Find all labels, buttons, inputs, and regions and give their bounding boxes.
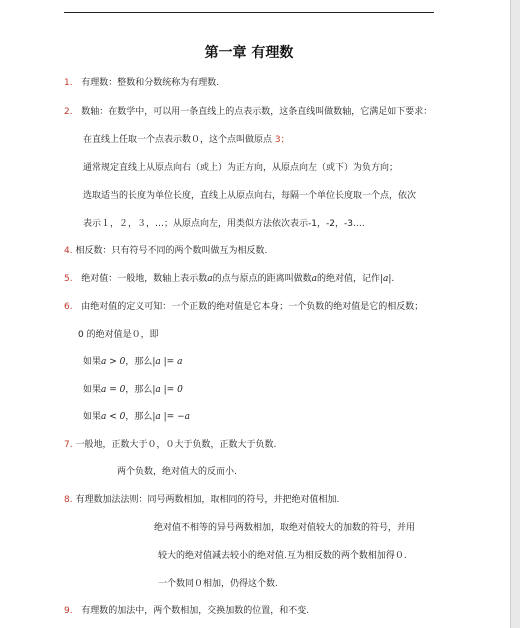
item-text: 由绝对值的定义可知：一个正数的绝对值是它本身；一个负数的绝对值是它的相反数； (81, 302, 424, 312)
case-negative (83, 411, 190, 423)
result: |a |= −a (152, 412, 190, 422)
condition: a = 0 (101, 385, 126, 395)
item-6 (64, 301, 423, 313)
item-2 (64, 106, 432, 118)
abs-notation: |a| (379, 274, 392, 284)
item-number: 8. (64, 495, 73, 505)
case-positive (83, 356, 182, 368)
item-text: 如果 (83, 412, 102, 422)
item-2-line-2 (83, 134, 290, 146)
item-5 (64, 273, 394, 285)
item-text: 的绝对值，记作 (316, 274, 380, 284)
page-title: 第一章 有理数 (204, 45, 294, 61)
item-text: . (391, 274, 395, 284)
item-4 (64, 245, 267, 257)
item-number: 5. (64, 274, 73, 284)
item-text: 有理数：整数和分数统称为有理数. (81, 78, 220, 88)
item-number: 6. (64, 302, 73, 312)
item-2-line-5: 表示１，２，３，…；从原点向左，用类似方法依次表示-1，-2，-3…. (83, 219, 365, 229)
item-1 (64, 77, 219, 89)
condition: a < 0 (101, 412, 126, 422)
variable-a: a (311, 274, 317, 284)
red-mark: 3； (274, 135, 290, 145)
item-number: 2. (64, 107, 73, 117)
item-8 (64, 494, 339, 506)
item-text: 有理数加法法则：同号两数相加，取相同的符号，并把绝对值相加. (75, 495, 340, 505)
item-text: ，那么 (125, 412, 153, 422)
item-number: 7. (64, 440, 73, 450)
item-text: 如果 (83, 357, 102, 367)
item-number: 9. (64, 606, 73, 616)
item-number: 1. (64, 78, 73, 88)
condition: a > 0 (101, 357, 126, 367)
item-text: 数轴：在数学中，可以用一条直线上的点表示数，这条直线叫做数轴，它满足如下要求： (81, 107, 433, 117)
item-text: 相反数：只有符号不同的两个数叫做互为相反数. (75, 246, 268, 256)
variable-a: a (207, 274, 213, 284)
item-2-line-4: 选取适当的长度为单位长度，直线上从原点向右，每隔一个单位长度取一个点，依次 (83, 191, 417, 201)
item-7-line-2: 两个负数，绝对值大的反而小. (117, 467, 237, 477)
item-6-line-2: 0 的绝对值是０，即 (78, 330, 159, 340)
item-text: 在直线上任取一个点表示数０，这个点叫做原点 (83, 135, 273, 145)
case-zero (83, 384, 183, 396)
header-rule (64, 12, 434, 13)
item-8-line-3: 较大的绝对值减去较小的绝对值.互为相反数的两个数相加得０. (158, 551, 407, 561)
item-text: 如果 (83, 385, 102, 395)
item-text: ，那么 (125, 357, 153, 367)
item-7 (64, 439, 276, 451)
item-number: 4. (64, 246, 73, 256)
item-text: 一般地，正数大于０，０大于负数，正数大于负数. (75, 440, 277, 450)
result: |a |= 0 (152, 385, 183, 395)
result: |a |= a (152, 357, 183, 367)
item-text: ，那么 (125, 385, 153, 395)
item-8-line-2: 绝对值不相等的异号两数相加，取绝对值较大的加数的符号，并用 (154, 523, 416, 533)
item-text: 有理数的加法中，两个数相加，交换加数的位置，和不变. (81, 606, 310, 616)
item-8-line-4: 一个数同０相加，仍得这个数. (158, 579, 278, 589)
item-text: 绝对值：一般地，数轴上表示数 (81, 274, 208, 284)
item-text: 的点与原点的距离叫做数 (212, 274, 312, 284)
item-9 (64, 605, 309, 617)
item-2-line-3: 通常规定直线上从原点向右（或上）为正方向，从原点向左（或下）为负方向； (83, 163, 399, 173)
